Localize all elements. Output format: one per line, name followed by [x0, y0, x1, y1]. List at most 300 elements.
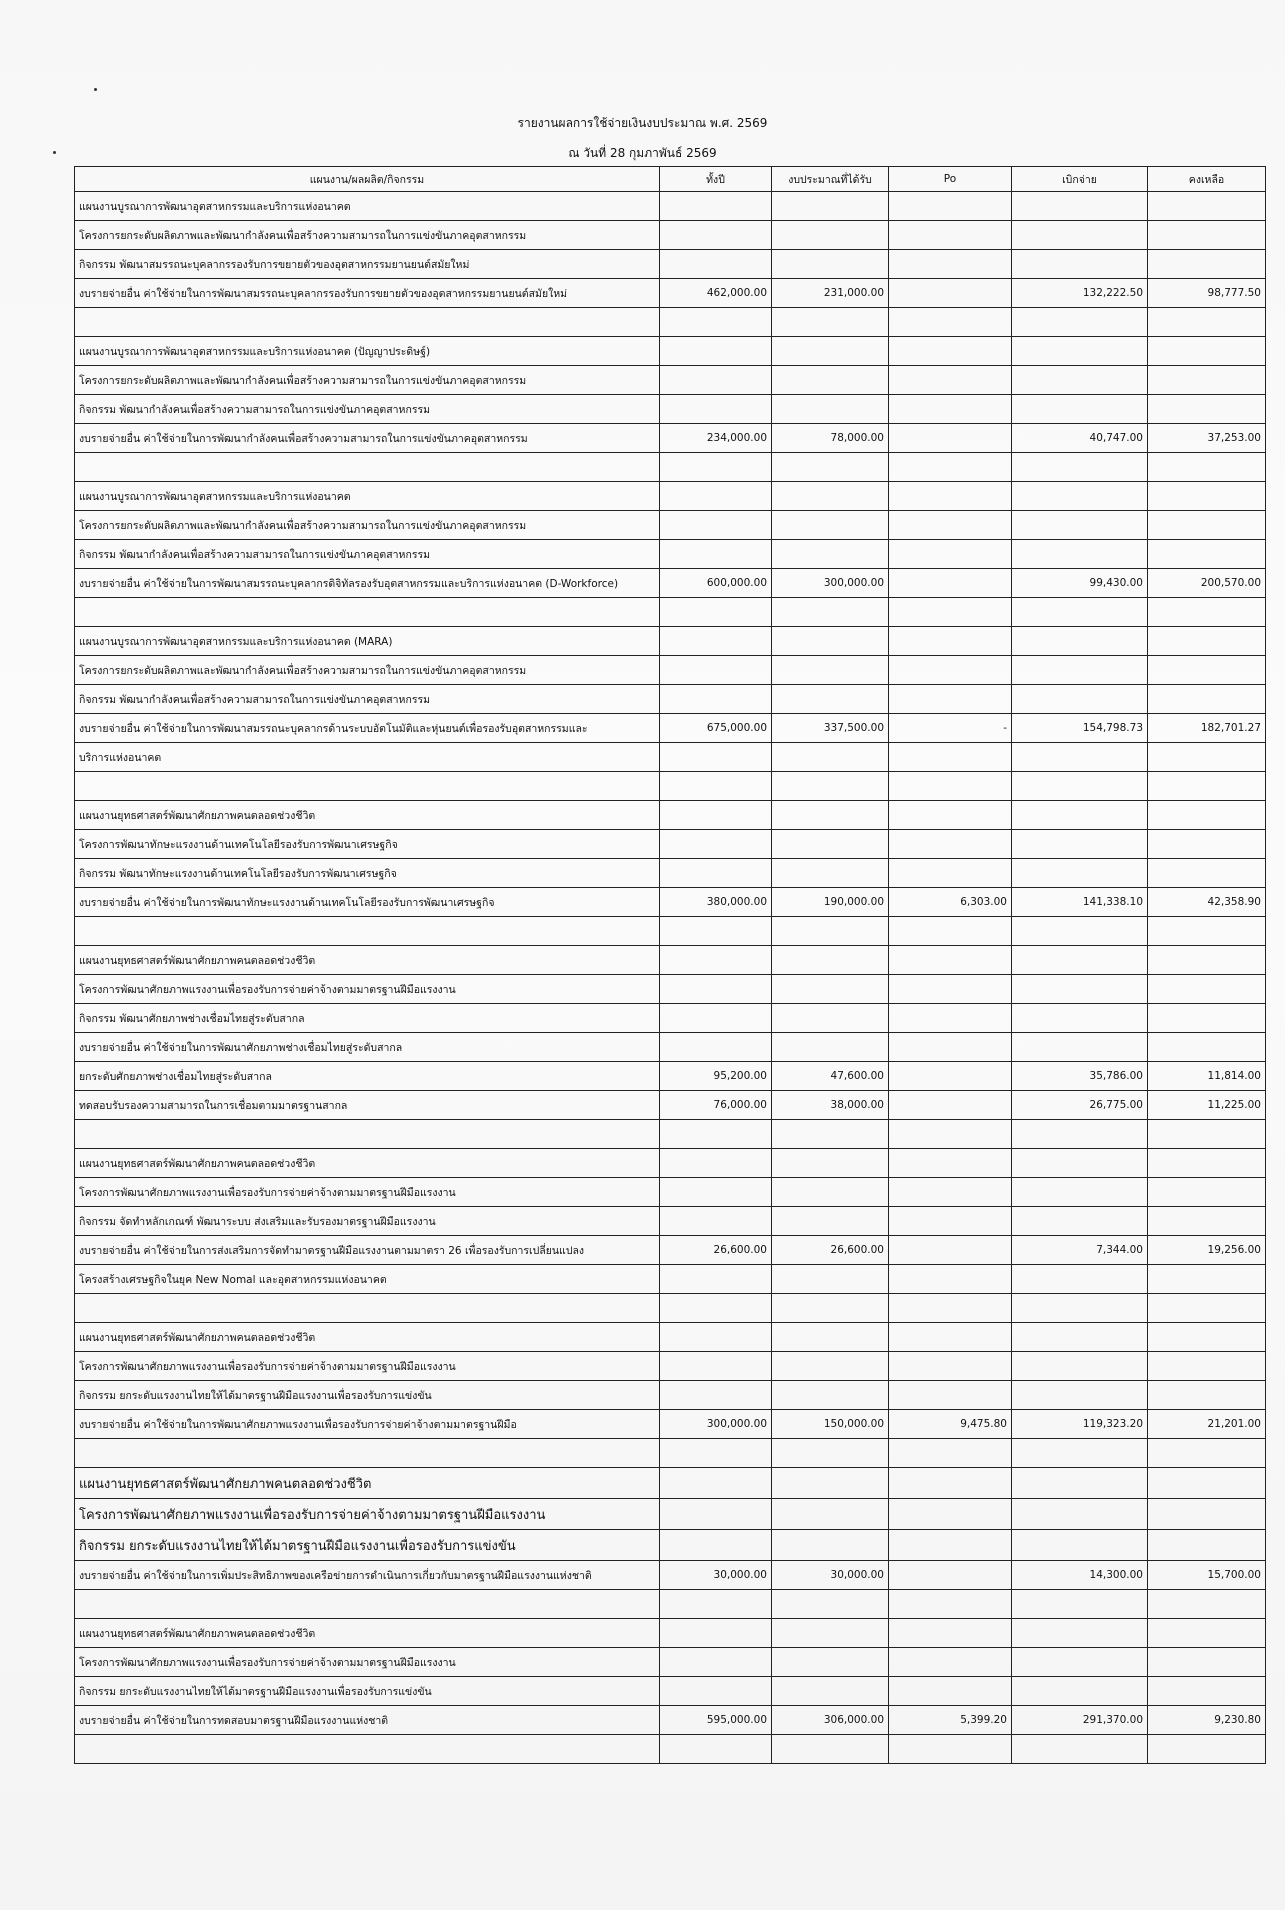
cell-received [772, 946, 889, 975]
table-row [75, 1149, 1266, 1178]
cell-po [889, 917, 1012, 946]
cell-remaining: 11,225.00 [1148, 1091, 1266, 1120]
cell-annual: 95,200.00 [660, 1062, 772, 1091]
cell-annual [660, 859, 772, 888]
cell-remaining [1148, 1323, 1266, 1352]
cell-po [889, 511, 1012, 540]
row-label [75, 1120, 660, 1149]
cell-received [772, 859, 889, 888]
cell-remaining [1148, 1207, 1266, 1236]
cell-po [889, 1439, 1012, 1468]
cell-annual [660, 627, 772, 656]
cell-remaining [1148, 627, 1266, 656]
cell-po [889, 221, 1012, 250]
cell-disbursed [1012, 453, 1148, 482]
table-row [75, 1323, 1266, 1352]
row-label: งบรายจ่ายอื่น ค่าใช้จ่ายในการพัฒนาทักษะแรงงานด้านเทคโนโลยีรองรับการพัฒนาเศรษฐกิจ [75, 888, 660, 917]
cell-remaining [1148, 1381, 1266, 1410]
cell-disbursed: 35,786.00 [1012, 1062, 1148, 1091]
row-label [75, 1294, 660, 1323]
cell-disbursed [1012, 1120, 1148, 1149]
cell-received [772, 1120, 889, 1149]
cell-disbursed [1012, 917, 1148, 946]
cell-remaining [1148, 1439, 1266, 1468]
cell-remaining [1148, 801, 1266, 830]
cell-annual [660, 1499, 772, 1530]
cell-disbursed [1012, 221, 1148, 250]
cell-disbursed [1012, 337, 1148, 366]
table-row [75, 337, 1266, 366]
cell-remaining [1148, 482, 1266, 511]
cell-po [889, 1294, 1012, 1323]
cell-po [889, 1499, 1012, 1530]
cell-annual [660, 975, 772, 1004]
row-label: แผนงานบูรณาการพัฒนาอุตสาหกรรมและบริการแห่งอนาคต [75, 482, 660, 511]
table-row [75, 627, 1266, 656]
row-label: งบรายจ่ายอื่น ค่าใช้จ่ายในการทดสอบมาตรฐานฝีมือแรงงานแห่งชาติ [75, 1706, 660, 1735]
row-label: แผนงานบูรณาการพัฒนาอุตสาหกรรมและบริการแห่งอนาคต (MARA) [75, 627, 660, 656]
table-row [75, 395, 1266, 424]
cell-remaining [1148, 1033, 1266, 1062]
cell-received: 337,500.00 [772, 714, 889, 743]
cell-annual: 234,000.00 [660, 424, 772, 453]
cell-annual [660, 511, 772, 540]
table-row [75, 1410, 1266, 1439]
table-row [75, 917, 1266, 946]
cell-remaining [1148, 1530, 1266, 1561]
cell-received [772, 1323, 889, 1352]
cell-po [889, 1004, 1012, 1033]
row-label: โครงการยกระดับผลิตภาพและพัฒนากำลังคนเพื่อสร้างความสามารถในการแข่งขันภาคอุตสาหกรรม [75, 221, 660, 250]
cell-received [772, 221, 889, 250]
cell-po [889, 1178, 1012, 1207]
row-label: งบรายจ่ายอื่น ค่าใช้จ่ายในการพัฒนาสมรรถนะบุคลากรดิจิทัลรองรับอุตสาหกรรมและบริการแห่งอนาคต (D-Workforce) [75, 569, 660, 598]
cell-disbursed [1012, 1619, 1148, 1648]
cell-annual: 600,000.00 [660, 569, 772, 598]
row-label: โครงการพัฒนาศักยภาพแรงงานเพื่อรองรับการจ่ายค่าจ้างตามมาตรฐานฝีมือแรงงาน [75, 1352, 660, 1381]
cell-annual [660, 192, 772, 221]
cell-remaining [1148, 453, 1266, 482]
cell-annual [660, 772, 772, 801]
cell-disbursed [1012, 1530, 1148, 1561]
cell-received [772, 917, 889, 946]
table-row [75, 975, 1266, 1004]
row-label: กิจกรรม พัฒนากำลังคนเพื่อสร้างความสามารถในการแข่งขันภาคอุตสาหกรรม [75, 395, 660, 424]
cell-po [889, 1120, 1012, 1149]
cell-annual [660, 1381, 772, 1410]
cell-received [772, 1265, 889, 1294]
cell-remaining [1148, 308, 1266, 337]
table-row [75, 1207, 1266, 1236]
row-label: กิจกรรม พัฒนาทักษะแรงงานด้านเทคโนโลยีรองรับการพัฒนาเศรษฐกิจ [75, 859, 660, 888]
cell-remaining [1148, 511, 1266, 540]
cell-remaining [1148, 1677, 1266, 1706]
cell-annual [660, 1530, 772, 1561]
cell-remaining: 15,700.00 [1148, 1561, 1266, 1590]
cell-disbursed: 291,370.00 [1012, 1706, 1148, 1735]
table-row [75, 830, 1266, 859]
cell-annual [660, 1207, 772, 1236]
cell-disbursed [1012, 308, 1148, 337]
table-row [75, 801, 1266, 830]
row-label: แผนงานยุทธศาสตร์พัฒนาศักยภาพคนตลอดช่วงชีวิต [75, 1468, 660, 1499]
row-label: งบรายจ่ายอื่น ค่าใช้จ่ายในการพัฒนาศักยภาพช่างเชื่อมไทยสู่ระดับสากล [75, 1033, 660, 1062]
cell-disbursed [1012, 1294, 1148, 1323]
header-row [75, 167, 1266, 192]
row-label: กิจกรรม พัฒนาศักยภาพช่างเชื่อมไทยสู่ระดับสากล [75, 1004, 660, 1033]
cell-po [889, 946, 1012, 975]
cell-annual [660, 366, 772, 395]
cell-po [889, 685, 1012, 714]
cell-po [889, 1590, 1012, 1619]
scan-speck [94, 88, 97, 91]
table-row [75, 1236, 1266, 1265]
table-row [75, 1735, 1266, 1764]
cell-remaining [1148, 250, 1266, 279]
cell-disbursed [1012, 1468, 1148, 1499]
cell-disbursed [1012, 1033, 1148, 1062]
table-row [75, 598, 1266, 627]
row-label [75, 308, 660, 337]
cell-po [889, 1352, 1012, 1381]
cell-disbursed [1012, 1499, 1148, 1530]
cell-received [772, 1468, 889, 1499]
table-row [75, 1004, 1266, 1033]
cell-received: 26,600.00 [772, 1236, 889, 1265]
row-label: แผนงานยุทธศาสตร์พัฒนาศักยภาพคนตลอดช่วงชีวิต [75, 946, 660, 975]
cell-disbursed [1012, 627, 1148, 656]
row-label: แผนงานยุทธศาสตร์พัฒนาศักยภาพคนตลอดช่วงชีวิต [75, 1619, 660, 1648]
col-header-annual: ทั้งปี [660, 167, 772, 192]
cell-disbursed [1012, 1677, 1148, 1706]
row-label: โครงการยกระดับผลิตภาพและพัฒนากำลังคนเพื่อสร้างความสามารถในการแข่งขันภาคอุตสาหกรรม [75, 656, 660, 685]
cell-annual [660, 1004, 772, 1033]
row-label: โครงการยกระดับผลิตภาพและพัฒนากำลังคนเพื่อสร้างความสามารถในการแข่งขันภาคอุตสาหกรรม [75, 511, 660, 540]
cell-annual [660, 1120, 772, 1149]
table-row [75, 1648, 1266, 1677]
cell-po [889, 308, 1012, 337]
cell-po [889, 1091, 1012, 1120]
cell-po [889, 598, 1012, 627]
cell-remaining [1148, 656, 1266, 685]
cell-received [772, 511, 889, 540]
cell-disbursed [1012, 482, 1148, 511]
cell-po [889, 395, 1012, 424]
cell-disbursed [1012, 801, 1148, 830]
col-header-disbursed: เบิกจ่าย [1012, 167, 1148, 192]
cell-annual: 300,000.00 [660, 1410, 772, 1439]
cell-remaining [1148, 946, 1266, 975]
cell-annual: 30,000.00 [660, 1561, 772, 1590]
cell-annual [660, 1352, 772, 1381]
cell-annual [660, 1033, 772, 1062]
table-row [75, 1352, 1266, 1381]
cell-po [889, 453, 1012, 482]
table-row [75, 511, 1266, 540]
row-label: แผนงานยุทธศาสตร์พัฒนาศักยภาพคนตลอดช่วงชีวิต [75, 1149, 660, 1178]
cell-po [889, 1033, 1012, 1062]
cell-po: 9,475.80 [889, 1410, 1012, 1439]
cell-annual [660, 1323, 772, 1352]
cell-annual [660, 1648, 772, 1677]
cell-po [889, 1062, 1012, 1091]
cell-disbursed: 7,344.00 [1012, 1236, 1148, 1265]
cell-remaining: 37,253.00 [1148, 424, 1266, 453]
cell-po [889, 1265, 1012, 1294]
table-row [75, 192, 1266, 221]
cell-po [889, 337, 1012, 366]
table-row [75, 1619, 1266, 1648]
cell-received [772, 482, 889, 511]
row-label [75, 598, 660, 627]
cell-remaining [1148, 598, 1266, 627]
row-label: แผนงานยุทธศาสตร์พัฒนาศักยภาพคนตลอดช่วงชีวิต [75, 801, 660, 830]
cell-remaining [1148, 366, 1266, 395]
cell-received [772, 250, 889, 279]
table-body [75, 192, 1266, 1764]
cell-disbursed: 99,430.00 [1012, 569, 1148, 598]
cell-received [772, 1590, 889, 1619]
cell-annual [660, 598, 772, 627]
cell-remaining: 182,701.27 [1148, 714, 1266, 743]
cell-remaining [1148, 1735, 1266, 1764]
cell-remaining [1148, 337, 1266, 366]
cell-annual [660, 540, 772, 569]
budget-table [74, 166, 1266, 1764]
cell-disbursed [1012, 1149, 1148, 1178]
cell-received [772, 975, 889, 1004]
cell-po [889, 743, 1012, 772]
row-label [75, 1590, 660, 1619]
table-row [75, 1706, 1266, 1735]
cell-disbursed [1012, 540, 1148, 569]
row-label: โครงการพัฒนาทักษะแรงงานด้านเทคโนโลยีรองรับการพัฒนาเศรษฐกิจ [75, 830, 660, 859]
cell-received [772, 453, 889, 482]
cell-received [772, 1381, 889, 1410]
row-label: กิจกรรม พัฒนากำลังคนเพื่อสร้างความสามารถในการแข่งขันภาคอุตสาหกรรม [75, 540, 660, 569]
cell-disbursed [1012, 859, 1148, 888]
cell-disbursed: 141,338.10 [1012, 888, 1148, 917]
cell-disbursed [1012, 743, 1148, 772]
row-label: กิจกรรม พัฒนาสมรรถนะบุคลากรรองรับการขยายตัวของอุตสาหกรรมยานยนต์สมัยใหม่ [75, 250, 660, 279]
table-row [75, 250, 1266, 279]
cell-received [772, 1207, 889, 1236]
cell-annual [660, 685, 772, 714]
cell-received [772, 685, 889, 714]
row-label [75, 772, 660, 801]
cell-po [889, 366, 1012, 395]
cell-disbursed: 154,798.73 [1012, 714, 1148, 743]
cell-po [889, 192, 1012, 221]
cell-received [772, 1619, 889, 1648]
cell-annual [660, 801, 772, 830]
row-label: โครงสร้างเศรษฐกิจในยุค New Nomal และอุตสาหกรรมแห่งอนาคต [75, 1265, 660, 1294]
cell-remaining [1148, 1120, 1266, 1149]
table-row [75, 1468, 1266, 1499]
table-row [75, 1499, 1266, 1530]
cell-annual: 675,000.00 [660, 714, 772, 743]
cell-received [772, 598, 889, 627]
table-row [75, 1677, 1266, 1706]
cell-received [772, 1294, 889, 1323]
report-title: รายงานผลการใช้จ่ายเงินงบประมาณ พ.ศ. 2569 [517, 116, 768, 130]
cell-po [889, 1735, 1012, 1764]
cell-po [889, 1561, 1012, 1590]
table-row [75, 772, 1266, 801]
row-label: แผนงานบูรณาการพัฒนาอุตสาหกรรมและบริการแห่งอนาคต [75, 192, 660, 221]
row-label: งบรายจ่ายอื่น ค่าใช้จ่ายในการพัฒนาศักยภาพแรงงานเพื่อรองรับการจ่ายค่าจ้างตามมาตรฐานฝีมือ [75, 1410, 660, 1439]
cell-received: 231,000.00 [772, 279, 889, 308]
cell-disbursed [1012, 598, 1148, 627]
cell-received [772, 1033, 889, 1062]
cell-disbursed [1012, 1323, 1148, 1352]
cell-received [772, 1499, 889, 1530]
cell-remaining: 42,358.90 [1148, 888, 1266, 917]
row-label: กิจกรรม พัฒนากำลังคนเพื่อสร้างความสามารถในการแข่งขันภาคอุตสาหกรรม [75, 685, 660, 714]
cell-po: 5,399.20 [889, 1706, 1012, 1735]
col-header-received: งบประมาณที่ได้รับ [772, 167, 889, 192]
cell-annual [660, 1265, 772, 1294]
table-row [75, 743, 1266, 772]
cell-remaining [1148, 1352, 1266, 1381]
cell-po [889, 975, 1012, 1004]
cell-po [889, 1530, 1012, 1561]
cell-disbursed: 26,775.00 [1012, 1091, 1148, 1120]
cell-annual: 76,000.00 [660, 1091, 772, 1120]
cell-received [772, 1735, 889, 1764]
cell-received [772, 337, 889, 366]
cell-remaining [1148, 1149, 1266, 1178]
cell-remaining [1148, 1468, 1266, 1499]
cell-remaining: 98,777.50 [1148, 279, 1266, 308]
cell-remaining [1148, 1178, 1266, 1207]
table-row [75, 859, 1266, 888]
cell-disbursed [1012, 685, 1148, 714]
cell-disbursed [1012, 1735, 1148, 1764]
cell-received [772, 801, 889, 830]
table-row [75, 279, 1266, 308]
cell-annual [660, 1178, 772, 1207]
cell-annual [660, 453, 772, 482]
cell-disbursed [1012, 250, 1148, 279]
cell-disbursed [1012, 366, 1148, 395]
cell-received: 300,000.00 [772, 569, 889, 598]
cell-po [889, 1619, 1012, 1648]
cell-annual [660, 1439, 772, 1468]
cell-remaining [1148, 1004, 1266, 1033]
table-row [75, 366, 1266, 395]
cell-received [772, 1004, 889, 1033]
cell-received [772, 308, 889, 337]
cell-received [772, 772, 889, 801]
row-label: แผนงานบูรณาการพัฒนาอุตสาหกรรมและบริการแห่งอนาคต (ปัญญาประดิษฐ์) [75, 337, 660, 366]
report-date: ณ วันที่ 28 กุมภาพันธ์ 2569 [568, 146, 717, 160]
cell-remaining [1148, 975, 1266, 1004]
cell-remaining [1148, 830, 1266, 859]
cell-remaining: 200,570.00 [1148, 569, 1266, 598]
cell-disbursed [1012, 1265, 1148, 1294]
row-label: งบรายจ่ายอื่น ค่าใช้จ่ายในการพัฒนากำลังคนเพื่อสร้างความสามารถในการแข่งขันภาคอุตสาหกรรม [75, 424, 660, 453]
cell-po [889, 1677, 1012, 1706]
row-label: ทดสอบรับรองความสามารถในการเชื่อมตามมาตรฐานสากล [75, 1091, 660, 1120]
cell-received [772, 192, 889, 221]
row-label: งบรายจ่ายอื่น ค่าใช้จ่ายในการพัฒนาสมรรถนะบุคลากรด้านระบบอัตโนมัติและหุ่นยนต์เพื่อรองรับอุตสาหกรรมและ [75, 714, 660, 743]
row-label: โครงการพัฒนาศักยภาพแรงงานเพื่อรองรับการจ่ายค่าจ้างตามมาตรฐานฝีมือแรงงาน [75, 1499, 660, 1530]
cell-remaining [1148, 772, 1266, 801]
cell-disbursed: 132,222.50 [1012, 279, 1148, 308]
row-label: โครงการพัฒนาศักยภาพแรงงานเพื่อรองรับการจ่ายค่าจ้างตามมาตรฐานฝีมือแรงงาน [75, 1178, 660, 1207]
cell-received: 150,000.00 [772, 1410, 889, 1439]
cell-annual [660, 221, 772, 250]
cell-received: 306,000.00 [772, 1706, 889, 1735]
table-row [75, 1033, 1266, 1062]
cell-received [772, 656, 889, 685]
cell-remaining [1148, 859, 1266, 888]
table-row [75, 946, 1266, 975]
cell-annual [660, 946, 772, 975]
cell-disbursed: 14,300.00 [1012, 1561, 1148, 1590]
cell-annual [660, 1619, 772, 1648]
cell-annual [660, 1149, 772, 1178]
cell-annual [660, 743, 772, 772]
cell-received [772, 366, 889, 395]
table-row [75, 656, 1266, 685]
cell-annual: 462,000.00 [660, 279, 772, 308]
cell-disbursed [1012, 1207, 1148, 1236]
cell-remaining [1148, 1648, 1266, 1677]
table-row [75, 1590, 1266, 1619]
cell-annual [660, 1677, 772, 1706]
table-row [75, 1120, 1266, 1149]
cell-disbursed [1012, 192, 1148, 221]
row-label: โครงการยกระดับผลิตภาพและพัฒนากำลังคนเพื่อสร้างความสามารถในการแข่งขันภาคอุตสาหกรรม [75, 366, 660, 395]
col-header-po: Po [889, 167, 1012, 192]
cell-annual [660, 656, 772, 685]
cell-remaining [1148, 685, 1266, 714]
cell-po [889, 1468, 1012, 1499]
cell-annual [660, 250, 772, 279]
cell-received: 47,600.00 [772, 1062, 889, 1091]
cell-remaining [1148, 1590, 1266, 1619]
cell-received: 38,000.00 [772, 1091, 889, 1120]
cell-po [889, 1207, 1012, 1236]
cell-annual: 595,000.00 [660, 1706, 772, 1735]
table-row [75, 1294, 1266, 1323]
cell-po [889, 1648, 1012, 1677]
row-label [75, 917, 660, 946]
row-label: กิจกรรม จัดทำหลักเกณฑ์ พัฒนาระบบ ส่งเสริมและรับรองมาตรฐานฝีมือแรงงาน [75, 1207, 660, 1236]
cell-disbursed [1012, 656, 1148, 685]
row-label: แผนงานยุทธศาสตร์พัฒนาศักยภาพคนตลอดช่วงชีวิต [75, 1323, 660, 1352]
row-label: ยกระดับศักยภาพช่างเชื่อมไทยสู่ระดับสากล [75, 1062, 660, 1091]
table-row [75, 569, 1266, 598]
table-row [75, 453, 1266, 482]
cell-disbursed [1012, 975, 1148, 1004]
cell-disbursed [1012, 395, 1148, 424]
row-label: กิจกรรม ยกระดับแรงงานไทยให้ได้มาตรฐานฝีมือแรงงานเพื่อรองรับการแข่งขัน [75, 1381, 660, 1410]
cell-remaining [1148, 917, 1266, 946]
cell-received [772, 1149, 889, 1178]
cell-disbursed [1012, 1381, 1148, 1410]
row-label [75, 1439, 660, 1468]
cell-po [889, 830, 1012, 859]
cell-annual: 26,600.00 [660, 1236, 772, 1265]
cell-remaining: 11,814.00 [1148, 1062, 1266, 1091]
cell-remaining: 21,201.00 [1148, 1410, 1266, 1439]
cell-po [889, 482, 1012, 511]
cell-received [772, 1530, 889, 1561]
cell-po [889, 424, 1012, 453]
